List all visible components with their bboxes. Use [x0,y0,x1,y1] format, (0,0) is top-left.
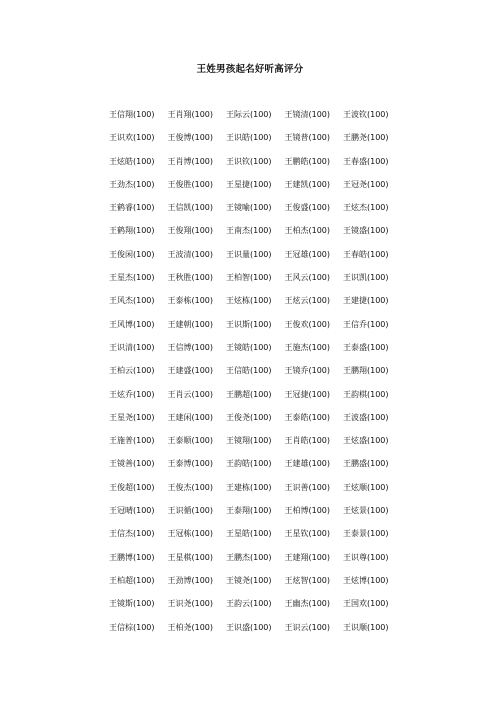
name-entry: 王星尧(100) [109,412,155,422]
name-entry: 王韵皓(100) [226,459,272,469]
name-entry: 王俊尧(100) [226,412,272,422]
name-entry: 王肖云(100) [167,389,214,399]
name-entry: 王星皓(100) [226,529,272,539]
name-entry: 王幽杰(100) [284,599,331,609]
name-entry: 王炫博(100) [343,575,389,585]
name-entry: 王俊胜(100) [167,179,214,189]
name-entry: 王识皓(100) [226,133,272,143]
name-entry: 王星钦(100) [284,529,331,539]
name-entry: 王冠栋(100) [167,529,214,539]
name-entry: 王镜斯(100) [109,599,155,609]
name-entry: 王泰博(100) [167,459,214,469]
name-entry: 王炫智(100) [284,575,331,585]
name-entry: 王鹏盛(100) [343,459,389,469]
name-entry: 王炫顺(100) [343,482,389,492]
name-entry: 王镜尧(100) [226,575,272,585]
name-entry: 王信博(100) [167,342,214,352]
name-entry: 王国欢(100) [343,599,389,609]
name-entry: 王识量(100) [226,249,272,259]
name-entry: 王泰顺(100) [167,436,214,446]
name-entry: 王炫乔(100) [109,389,155,399]
name-entry: 王识尊(100) [343,552,389,562]
name-entry: 王冠尧(100) [343,179,389,189]
name-entry: 王肖皓(100) [284,436,331,446]
name-entry: 王星捷(100) [226,179,272,189]
name-entry: 王识盛(100) [226,622,272,632]
name-entry: 王建闲(100) [167,412,214,422]
name-entry: 王春皓(100) [343,249,389,259]
name-entry: 王鹏博(100) [109,552,155,562]
name-entry: 王识顺(100) [343,622,389,632]
name-entry: 王镜普(100) [284,133,331,143]
name-entry: 王秋胜(100) [167,273,214,283]
name-entry: 王信凯(100) [167,203,214,213]
name-entry: 王建朝(100) [167,319,214,329]
name-entry: 王俊翔(100) [167,226,214,236]
name-entry: 王炫杰(100) [343,203,389,213]
name-entry: 王鹤睿(100) [109,203,155,213]
name-entry: 王俊杰(100) [167,482,214,492]
name-entry: 王春盛(100) [343,156,389,166]
name-entry: 王柏杰(100) [284,226,331,236]
name-entry: 王识凯(100) [343,273,389,283]
name-entry: 王柏智(100) [226,273,272,283]
name-entry: 王波盛(100) [343,412,389,422]
name-entry: 王识欢(100) [109,133,155,143]
name-entry: 王鹏皓(100) [284,156,331,166]
name-entry: 王俊盛(100) [284,203,331,213]
name-entry: 王鹏超(100) [226,389,272,399]
name-entry: 王镜皓(100) [226,342,272,352]
name-entry: 王韵棋(100) [343,389,389,399]
name-entry: 王风博(100) [109,319,155,329]
name-entry: 王镜清(100) [284,110,331,119]
name-entry: 王炫景(100) [343,506,389,516]
name-entry: 王冠晴(100) [109,506,155,516]
name-entry: 王柏尧(100) [167,622,214,632]
name-entry: 王施普(100) [109,436,155,446]
name-entry: 王泰皓(100) [284,412,331,422]
name-entry: 王信皓(100) [226,366,272,376]
name-entry: 王肖翔(100) [167,110,214,119]
name-entry: 王炫盛(100) [343,436,389,446]
name-entry: 王风杰(100) [109,296,155,306]
name-entry: 王星杰(100) [109,273,155,283]
name-entry: 王鹤翔(100) [109,226,155,236]
name-entry: 王信棕(100) [109,622,155,632]
name-entry: 王镜善(100) [109,459,155,469]
name-entry: 王建翔(100) [284,552,331,562]
name-entry: 王俊闲(100) [109,249,155,259]
name-entry: 王冠雄(100) [284,249,331,259]
name-entry: 王鹏尧(100) [343,133,389,143]
name-entry: 王波清(100) [167,249,214,259]
name-entry: 王泰景(100) [343,529,389,539]
name-entry: 王建盛(100) [167,366,214,376]
name-entry: 王建栋(100) [226,482,272,492]
name-entry: 王镜盛(100) [343,226,389,236]
name-entry: 王识善(100) [284,482,331,492]
name-entry: 王俊博(100) [167,133,214,143]
name-entry: 王俊超(100) [109,482,155,492]
name-entry: 王镜乔(100) [284,366,331,376]
name-entry: 王建捷(100) [343,296,389,306]
name-entry: 王柏云(100) [109,366,155,376]
name-entry: 王建雄(100) [284,459,331,469]
name-entry: 王柏博(100) [284,506,331,516]
name-entry: 王鹏翔(100) [343,366,389,376]
name-entry: 王泰栋(100) [167,296,214,306]
name-entry: 王泰盛(100) [343,342,389,352]
name-entry: 王际云(100) [226,110,272,119]
name-entry: 王炫皓(100) [109,156,155,166]
name-entry: 王鹏杰(100) [226,552,272,562]
name-entry: 王信杰(100) [109,529,155,539]
name-entry: 王泰翔(100) [226,506,272,516]
name-entry: 王信翔(100) [109,110,155,119]
name-entry: 王建凯(100) [284,179,331,189]
name-entry: 王识斯(100) [226,319,272,329]
name-entry: 王劲杰(100) [109,179,155,189]
name-entry: 王识清(100) [109,342,155,352]
name-entry: 王波钦(100) [343,110,389,119]
name-entry: 王风云(100) [284,273,331,283]
name-entry: 王韵云(100) [226,599,272,609]
name-entry: 王冠捷(100) [284,389,331,399]
name-entry: 王星棋(100) [167,552,214,562]
name-entry: 王识尧(100) [167,599,214,609]
name-entry: 王识循(100) [167,506,214,516]
document-title: 王姓男孩起名好听高评分 [196,64,304,75]
name-grid [109,107,409,643]
name-entry: 王识云(100) [284,622,331,632]
name-entry: 王识钦(100) [226,156,272,166]
name-entry: 王柏超(100) [109,575,155,585]
name-entry: 王炫栋(100) [226,296,272,306]
name-entry: 王俊欢(100) [284,319,331,329]
name-entry: 王南杰(100) [226,226,272,236]
name-entry: 王劲博(100) [167,575,214,585]
name-entry: 王镜翔(100) [226,436,272,446]
name-entry: 王肖博(100) [167,156,214,166]
name-entry: 王炫云(100) [284,296,331,306]
name-entry: 王镜喻(100) [226,203,272,213]
name-entry: 王施杰(100) [284,342,331,352]
name-entry: 王信乔(100) [343,319,389,329]
